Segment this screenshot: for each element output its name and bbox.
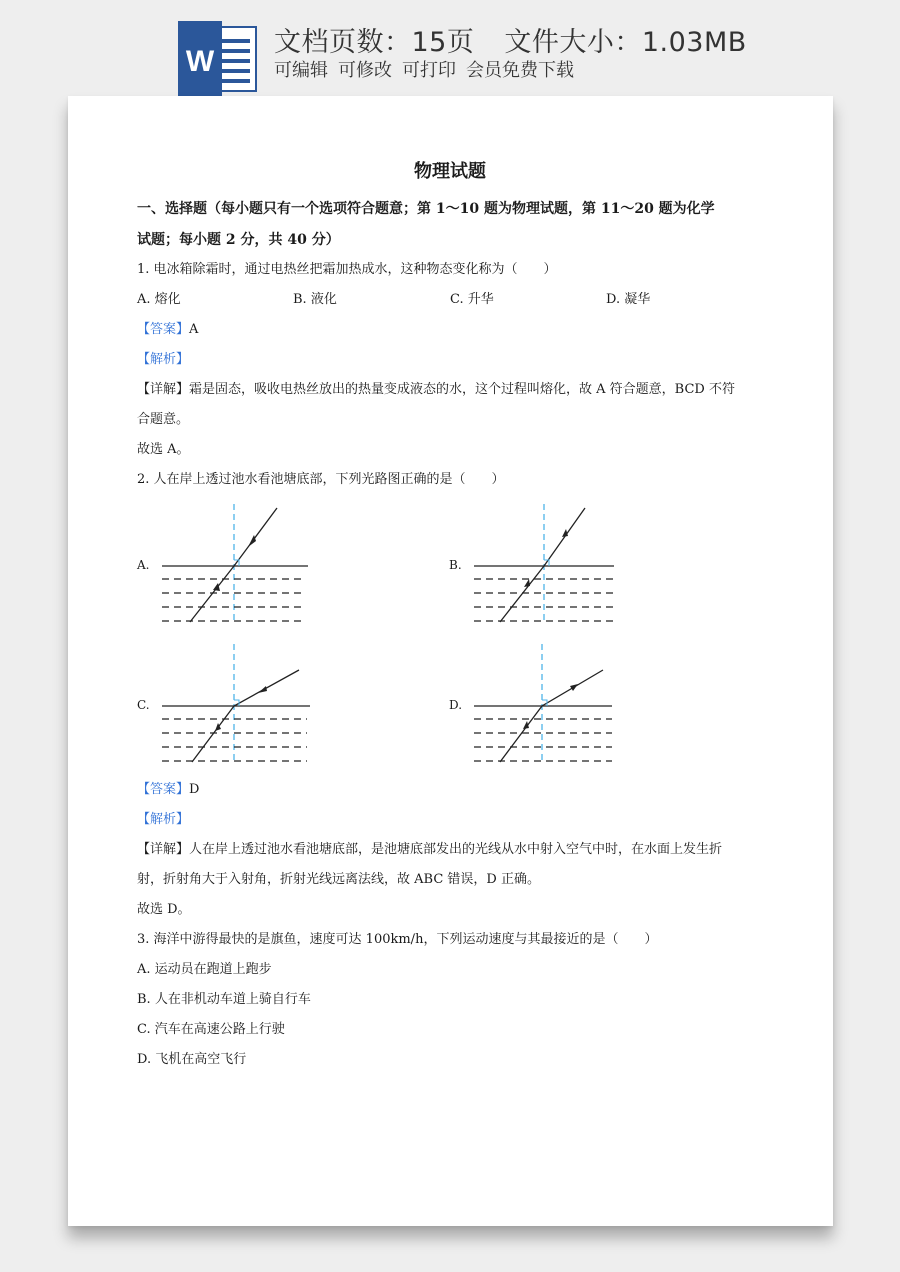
- question-2-conclusion: 故选 D。: [137, 902, 191, 917]
- question-1-stem: 1. 电冰箱除霜时，通过电热丝把霜加热成水，这种物态变化称为（ ）: [137, 262, 557, 277]
- question-1-conclusion: 故选 A。: [137, 442, 190, 457]
- section-heading-line1: 一、选择题（每小题只有一个选项符合题意；第 1～10 题为物理试题，第 11～20 题为化学: [137, 201, 715, 217]
- question-3-option-d: D. 飞机在高空飞行: [137, 1052, 247, 1067]
- question-1-option-b: B. 液化: [293, 292, 337, 307]
- light-ray: [192, 670, 299, 762]
- light-path-diagram-d: [467, 640, 627, 768]
- question-2-detail-line2: 射，折射角大于入射角，折射光线远离法线，故 ABC 错误，D 正确。: [137, 872, 540, 887]
- diagram-b-label: B.: [449, 558, 462, 572]
- feature-member-download[interactable]: 会员免费下载: [466, 60, 574, 81]
- light-path-diagram-b: [467, 500, 627, 628]
- question-2-analysis-tag: 【解析】: [137, 812, 190, 827]
- answer-tag: 【答案】: [137, 782, 190, 797]
- document-title: 物理试题: [414, 161, 486, 182]
- question-1-option-a: A. 熔化: [137, 292, 181, 307]
- feature-modifiable: 可修改: [338, 60, 392, 81]
- detail-text: 霜是固态，吸收电热丝放出的热量变成液态的水，这个过程叫熔化，故 A 符合题意，BCD 不符: [189, 382, 735, 397]
- question-1-detail-line1: [137, 382, 735, 398]
- answer-value: D: [189, 782, 200, 797]
- question-2-answer: [137, 782, 199, 798]
- question-3-option-a: A. 运动员在跑道上跑步: [137, 962, 272, 977]
- file-features: [274, 56, 574, 82]
- question-2-stem: 2. 人在岸上透过池水看池塘底部，下列光路图正确的是（ ）: [137, 472, 505, 487]
- file-stats: [274, 20, 747, 59]
- svg-text:W: W: [185, 45, 215, 78]
- answer-tag: 【答案】: [137, 322, 190, 337]
- detail-tag: 【详解】: [137, 382, 190, 397]
- word-document-icon: [178, 21, 258, 97]
- question-3-option-c: C. 汽车在高速公路上行驶: [137, 1022, 285, 1037]
- question-1-option-d: D. 凝华: [606, 292, 651, 307]
- feature-editable: 可编辑: [274, 60, 328, 81]
- question-1-answer: [137, 322, 198, 338]
- question-2-detail-line1: [137, 842, 722, 858]
- file-size: 文件大小：1.03MB: [504, 27, 747, 58]
- diagram-a-label: A.: [137, 558, 150, 572]
- detail-text: 人在岸上透过池水看池塘底部，是池塘底部发出的光线从水中射入空气中时，在水面上发生折: [189, 842, 723, 857]
- light-ray: [500, 670, 603, 762]
- question-3-stem: 3. 海洋中游得最快的是旗鱼，速度可达 100km/h，下列运动速度与其最接近的是（ ）: [137, 932, 658, 947]
- question-3-option-b: B. 人在非机动车道上骑自行车: [137, 992, 311, 1007]
- question-1-analysis-tag: 【解析】: [137, 352, 190, 367]
- diagram-c-label: C.: [137, 698, 150, 712]
- detail-tag: 【详解】: [137, 842, 190, 857]
- section-heading-line2: 试题；每小题 2 分，共 40 分）: [137, 232, 340, 248]
- diagram-d-label: D.: [449, 698, 463, 712]
- question-1-option-c: C. 升华: [450, 292, 494, 307]
- light-path-diagram-a: [155, 500, 315, 628]
- page-count: 文档页数：15页: [274, 27, 475, 58]
- light-ray: [500, 508, 585, 622]
- feature-printable: 可打印: [402, 60, 456, 81]
- file-info-header: [0, 0, 900, 100]
- question-1-detail-line2: 合题意。: [137, 412, 190, 427]
- light-path-diagram-c: [155, 640, 315, 768]
- answer-value: A: [189, 322, 199, 337]
